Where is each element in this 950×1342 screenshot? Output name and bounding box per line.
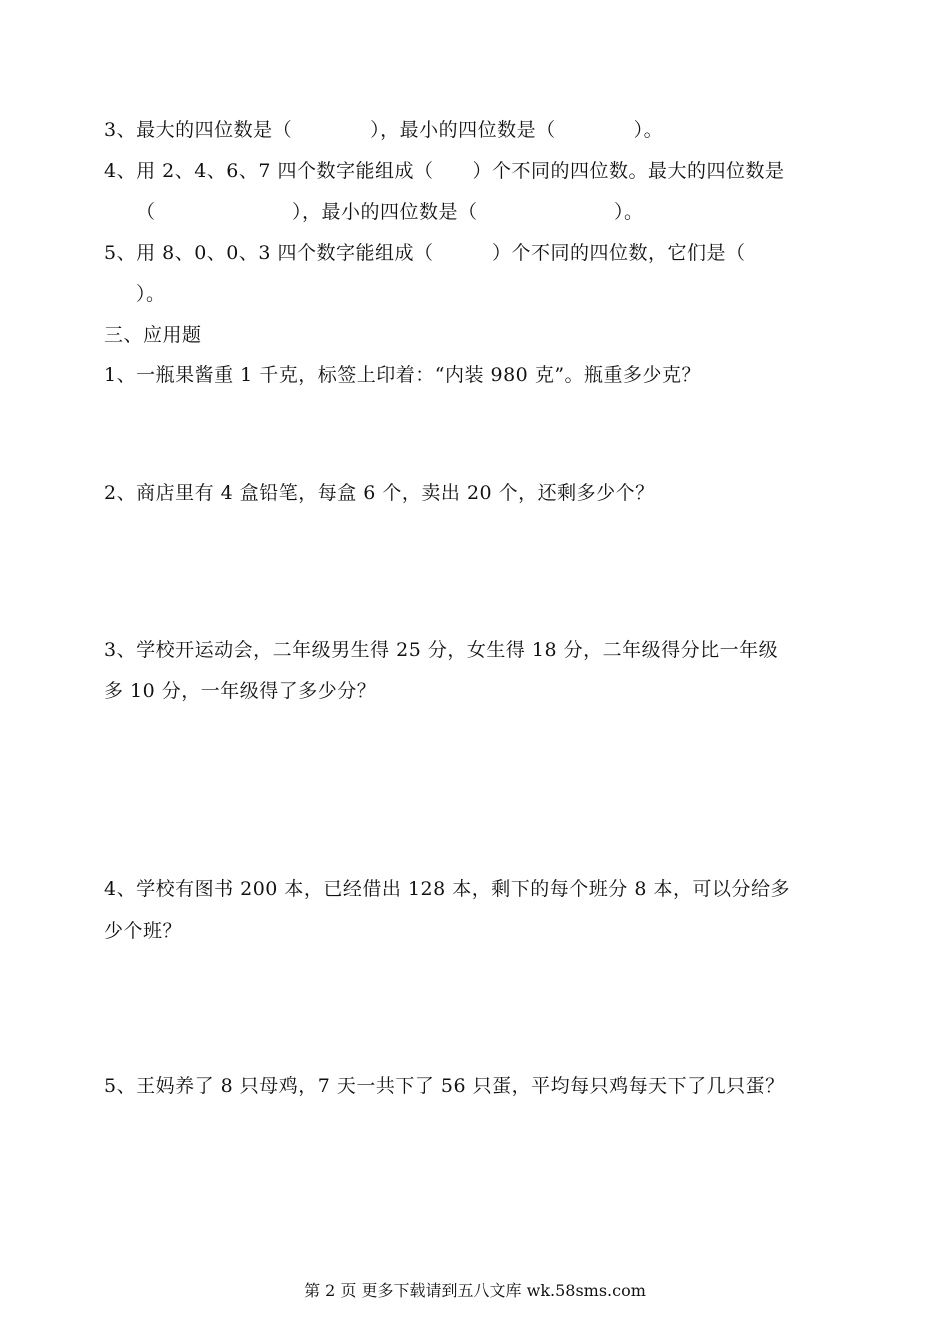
application-problem-5: 5、王妈养了 8 只母鸡，7 天一共下了 56 只蛋，平均每只鸡每天下了几只蛋？ bbox=[104, 1075, 785, 1097]
section-heading-application: 三、应用题 bbox=[104, 324, 202, 346]
application-problem-2: 2、商店里有 4 盒铅笔，每盒 6 个，卖出 20 个，还剩多少个？ bbox=[104, 482, 655, 504]
application-problem-3-line-1: 3、学校开运动会，二年级男生得 25 分，女生得 18 分，二年级得分比一年级 bbox=[104, 639, 779, 661]
application-problem-3-line-2: 多 10 分，一年级得了多少分？ bbox=[104, 680, 377, 702]
fill-blank-question-3: 3、最大的四位数是（ ），最小的四位数是（ ）。 bbox=[104, 119, 664, 141]
fill-blank-question-5-line-1: 5、用 8、0、0、3 四个数字能组成（ ）个不同的四位数，它们是（ bbox=[104, 242, 746, 264]
application-problem-4-line-2: 少个班？ bbox=[104, 920, 183, 942]
fill-blank-question-5-line-2: ）。 bbox=[136, 283, 166, 305]
application-problem-4-line-1: 4、学校有图书 200 本，已经借出 128 本，剩下的每个班分 8 本，可以分给多 bbox=[104, 878, 790, 900]
page-footer: 第 2 页 更多下载请到五八文库 wk.58sms.com bbox=[304, 1281, 646, 1300]
application-problem-1: 1、一瓶果酱重 1 千克，标签上印着：“内装 980 克”。瓶重多少克？ bbox=[104, 364, 702, 386]
fill-blank-question-4-line-2: （ ），最小的四位数是（ ）。 bbox=[136, 201, 644, 223]
fill-blank-question-4-line-1: 4、用 2、4、6、7 四个数字能组成（ ）个不同的四位数。最大的四位数是 bbox=[104, 160, 785, 182]
